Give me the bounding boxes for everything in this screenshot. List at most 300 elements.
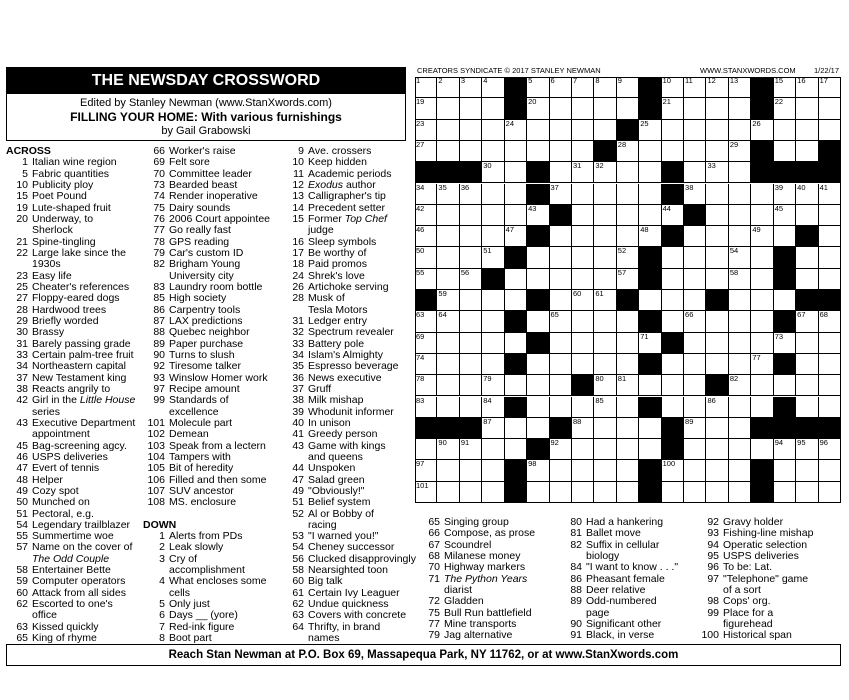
grid-cell[interactable] xyxy=(684,375,706,396)
grid-cell[interactable] xyxy=(796,98,818,119)
grid-cell[interactable] xyxy=(774,290,796,311)
grid-cell[interactable] xyxy=(796,482,818,503)
grid-cell[interactable] xyxy=(684,77,706,98)
grid-cell[interactable] xyxy=(819,205,841,226)
grid-cell[interactable] xyxy=(684,354,706,375)
grid-cell[interactable] xyxy=(572,98,594,119)
grid-cell[interactable] xyxy=(482,375,504,396)
grid-cell[interactable] xyxy=(550,269,572,290)
grid-cell[interactable] xyxy=(662,205,684,226)
grid-cell[interactable] xyxy=(415,247,437,268)
grid-cell[interactable] xyxy=(415,269,437,290)
grid-cell[interactable] xyxy=(505,205,527,226)
grid-cell[interactable] xyxy=(527,311,549,332)
grid-cell[interactable] xyxy=(482,311,504,332)
grid-cell[interactable] xyxy=(639,205,661,226)
grid-cell[interactable] xyxy=(617,375,639,396)
grid-cell[interactable] xyxy=(460,333,482,354)
grid-cell[interactable] xyxy=(751,375,773,396)
grid-cell[interactable] xyxy=(774,375,796,396)
grid-cell[interactable] xyxy=(796,120,818,141)
grid-cell[interactable] xyxy=(527,460,549,481)
grid-cell[interactable] xyxy=(415,333,437,354)
grid-cell[interactable] xyxy=(729,482,751,503)
grid-cell[interactable] xyxy=(572,205,594,226)
grid-cell[interactable] xyxy=(594,247,616,268)
grid-cell[interactable] xyxy=(550,375,572,396)
grid-cell[interactable] xyxy=(572,354,594,375)
grid-cell[interactable] xyxy=(550,247,572,268)
grid-cell[interactable] xyxy=(572,460,594,481)
grid-cell[interactable] xyxy=(729,269,751,290)
grid-cell[interactable] xyxy=(482,439,504,460)
grid-cell[interactable] xyxy=(751,333,773,354)
grid-cell[interactable] xyxy=(729,375,751,396)
grid-cell[interactable] xyxy=(550,333,572,354)
grid-cell[interactable] xyxy=(482,120,504,141)
grid-cell[interactable] xyxy=(684,460,706,481)
grid-cell[interactable] xyxy=(819,226,841,247)
grid-cell[interactable] xyxy=(662,141,684,162)
grid-cell[interactable] xyxy=(639,226,661,247)
grid-cell[interactable] xyxy=(460,269,482,290)
grid-cell[interactable] xyxy=(594,482,616,503)
grid-cell[interactable] xyxy=(751,311,773,332)
grid-cell[interactable] xyxy=(819,375,841,396)
grid-cell[interactable] xyxy=(639,290,661,311)
grid-cell[interactable] xyxy=(594,162,616,183)
grid-cell[interactable] xyxy=(729,98,751,119)
grid-cell[interactable] xyxy=(437,333,459,354)
grid-cell[interactable] xyxy=(819,333,841,354)
grid-cell[interactable] xyxy=(415,77,437,98)
grid-cell[interactable] xyxy=(774,77,796,98)
grid-cell[interactable] xyxy=(684,290,706,311)
grid-cell[interactable] xyxy=(662,482,684,503)
grid-cell[interactable] xyxy=(819,397,841,418)
grid-cell[interactable] xyxy=(819,482,841,503)
grid-cell[interactable] xyxy=(774,98,796,119)
grid-cell[interactable] xyxy=(415,205,437,226)
grid-cell[interactable] xyxy=(751,226,773,247)
grid-cell[interactable] xyxy=(729,311,751,332)
grid-cell[interactable] xyxy=(662,375,684,396)
grid-cell[interactable] xyxy=(617,354,639,375)
grid-cell[interactable] xyxy=(774,205,796,226)
grid-cell[interactable] xyxy=(706,184,728,205)
grid-cell[interactable] xyxy=(684,247,706,268)
grid-cell[interactable] xyxy=(684,226,706,247)
grid-cell[interactable] xyxy=(482,247,504,268)
grid-cell[interactable] xyxy=(729,333,751,354)
grid-cell[interactable] xyxy=(774,184,796,205)
grid-cell[interactable] xyxy=(482,397,504,418)
grid-cell[interactable] xyxy=(796,141,818,162)
grid-cell[interactable] xyxy=(706,247,728,268)
grid-cell[interactable] xyxy=(774,439,796,460)
grid-cell[interactable] xyxy=(505,184,527,205)
grid-cell[interactable] xyxy=(594,98,616,119)
grid-cell[interactable] xyxy=(594,354,616,375)
grid-cell[interactable] xyxy=(437,141,459,162)
grid-cell[interactable] xyxy=(819,247,841,268)
grid-cell[interactable] xyxy=(796,375,818,396)
grid-cell[interactable] xyxy=(706,120,728,141)
grid-cell[interactable] xyxy=(572,247,594,268)
grid-cell[interactable] xyxy=(706,226,728,247)
grid-cell[interactable] xyxy=(796,397,818,418)
grid-cell[interactable] xyxy=(594,184,616,205)
grid-cell[interactable] xyxy=(550,311,572,332)
grid-cell[interactable] xyxy=(706,311,728,332)
grid-cell[interactable] xyxy=(415,98,437,119)
grid-cell[interactable] xyxy=(437,290,459,311)
grid-cell[interactable] xyxy=(482,205,504,226)
grid-cell[interactable] xyxy=(684,397,706,418)
grid-cell[interactable] xyxy=(662,120,684,141)
grid-cell[interactable] xyxy=(684,184,706,205)
grid-cell[interactable] xyxy=(662,247,684,268)
grid-cell[interactable] xyxy=(527,397,549,418)
grid-cell[interactable] xyxy=(505,418,527,439)
grid-cell[interactable] xyxy=(550,141,572,162)
grid-cell[interactable] xyxy=(796,439,818,460)
grid-cell[interactable] xyxy=(662,98,684,119)
grid-cell[interactable] xyxy=(706,77,728,98)
grid-cell[interactable] xyxy=(639,439,661,460)
grid-cell[interactable] xyxy=(594,439,616,460)
grid-cell[interactable] xyxy=(460,141,482,162)
grid-cell[interactable] xyxy=(482,333,504,354)
grid-cell[interactable] xyxy=(594,120,616,141)
grid-cell[interactable] xyxy=(482,418,504,439)
grid-cell[interactable] xyxy=(437,460,459,481)
grid-cell[interactable] xyxy=(617,460,639,481)
grid-cell[interactable] xyxy=(751,205,773,226)
grid-cell[interactable] xyxy=(706,333,728,354)
grid-cell[interactable] xyxy=(796,333,818,354)
grid-cell[interactable] xyxy=(527,247,549,268)
grid-cell[interactable] xyxy=(639,162,661,183)
grid-cell[interactable] xyxy=(639,120,661,141)
grid-cell[interactable] xyxy=(819,184,841,205)
grid-cell[interactable] xyxy=(437,354,459,375)
grid-cell[interactable] xyxy=(460,375,482,396)
grid-cell[interactable] xyxy=(684,120,706,141)
grid-cell[interactable] xyxy=(415,439,437,460)
grid-cell[interactable] xyxy=(460,184,482,205)
grid-cell[interactable] xyxy=(617,482,639,503)
crossword-grid[interactable] xyxy=(415,77,841,503)
grid-cell[interactable] xyxy=(751,439,773,460)
grid-cell[interactable] xyxy=(662,311,684,332)
grid-cell[interactable] xyxy=(505,120,527,141)
grid-cell[interactable] xyxy=(437,226,459,247)
grid-cell[interactable] xyxy=(662,354,684,375)
grid-cell[interactable] xyxy=(774,460,796,481)
grid-cell[interactable] xyxy=(594,418,616,439)
grid-cell[interactable] xyxy=(437,205,459,226)
grid-cell[interactable] xyxy=(729,162,751,183)
grid-cell[interactable] xyxy=(796,205,818,226)
grid-cell[interactable] xyxy=(415,184,437,205)
grid-cell[interactable] xyxy=(550,439,572,460)
grid-cell[interactable] xyxy=(482,141,504,162)
grid-cell[interactable] xyxy=(437,439,459,460)
grid-cell[interactable] xyxy=(706,397,728,418)
grid-cell[interactable] xyxy=(594,290,616,311)
grid-cell[interactable] xyxy=(594,311,616,332)
grid-cell[interactable] xyxy=(796,77,818,98)
grid-cell[interactable] xyxy=(482,162,504,183)
grid-cell[interactable] xyxy=(460,205,482,226)
grid-cell[interactable] xyxy=(662,460,684,481)
grid-cell[interactable] xyxy=(437,98,459,119)
grid-cell[interactable] xyxy=(415,141,437,162)
grid-cell[interactable] xyxy=(572,311,594,332)
grid-cell[interactable] xyxy=(527,418,549,439)
grid-cell[interactable] xyxy=(617,184,639,205)
grid-cell[interactable] xyxy=(550,460,572,481)
grid-cell[interactable] xyxy=(617,77,639,98)
grid-cell[interactable] xyxy=(550,482,572,503)
grid-cell[interactable] xyxy=(617,98,639,119)
grid-cell[interactable] xyxy=(796,184,818,205)
grid-cell[interactable] xyxy=(796,354,818,375)
grid-cell[interactable] xyxy=(617,226,639,247)
grid-cell[interactable] xyxy=(460,77,482,98)
grid-cell[interactable] xyxy=(594,333,616,354)
grid-cell[interactable] xyxy=(751,184,773,205)
grid-cell[interactable] xyxy=(729,141,751,162)
grid-cell[interactable] xyxy=(684,98,706,119)
grid-cell[interactable] xyxy=(594,269,616,290)
grid-cell[interactable] xyxy=(572,269,594,290)
grid-cell[interactable] xyxy=(460,290,482,311)
grid-cell[interactable] xyxy=(706,439,728,460)
grid-cell[interactable] xyxy=(460,397,482,418)
grid-cell[interactable] xyxy=(415,354,437,375)
grid-cell[interactable] xyxy=(415,226,437,247)
grid-cell[interactable] xyxy=(550,184,572,205)
grid-cell[interactable] xyxy=(572,418,594,439)
grid-cell[interactable] xyxy=(460,460,482,481)
grid-cell[interactable] xyxy=(729,184,751,205)
grid-cell[interactable] xyxy=(617,247,639,268)
grid-cell[interactable] xyxy=(460,439,482,460)
grid-cell[interactable] xyxy=(572,162,594,183)
grid-cell[interactable] xyxy=(662,397,684,418)
grid-cell[interactable] xyxy=(437,311,459,332)
grid-cell[interactable] xyxy=(751,397,773,418)
grid-cell[interactable] xyxy=(706,269,728,290)
grid-cell[interactable] xyxy=(437,247,459,268)
grid-cell[interactable] xyxy=(572,77,594,98)
grid-cell[interactable] xyxy=(774,120,796,141)
grid-cell[interactable] xyxy=(729,439,751,460)
grid-cell[interactable] xyxy=(774,226,796,247)
grid-cell[interactable] xyxy=(684,269,706,290)
grid-cell[interactable] xyxy=(617,269,639,290)
grid-cell[interactable] xyxy=(617,311,639,332)
grid-cell[interactable] xyxy=(550,226,572,247)
grid-cell[interactable] xyxy=(706,482,728,503)
grid-cell[interactable] xyxy=(505,226,527,247)
grid-cell[interactable] xyxy=(460,120,482,141)
grid-cell[interactable] xyxy=(819,77,841,98)
grid-cell[interactable] xyxy=(639,333,661,354)
grid-cell[interactable] xyxy=(482,98,504,119)
grid-cell[interactable] xyxy=(572,120,594,141)
grid-cell[interactable] xyxy=(751,354,773,375)
grid-cell[interactable] xyxy=(639,375,661,396)
grid-cell[interactable] xyxy=(550,354,572,375)
grid-cell[interactable] xyxy=(594,397,616,418)
grid-cell[interactable] xyxy=(415,460,437,481)
grid-cell[interactable] xyxy=(437,184,459,205)
grid-cell[interactable] xyxy=(527,482,549,503)
grid-cell[interactable] xyxy=(729,77,751,98)
grid-cell[interactable] xyxy=(819,311,841,332)
grid-cell[interactable] xyxy=(729,354,751,375)
grid-cell[interactable] xyxy=(594,205,616,226)
grid-cell[interactable] xyxy=(639,141,661,162)
grid-cell[interactable] xyxy=(819,460,841,481)
grid-cell[interactable] xyxy=(662,269,684,290)
grid-cell[interactable] xyxy=(572,397,594,418)
grid-cell[interactable] xyxy=(617,141,639,162)
grid-cell[interactable] xyxy=(729,120,751,141)
grid-cell[interactable] xyxy=(662,77,684,98)
grid-cell[interactable] xyxy=(505,141,527,162)
grid-cell[interactable] xyxy=(819,354,841,375)
grid-cell[interactable] xyxy=(617,162,639,183)
grid-cell[interactable] xyxy=(774,333,796,354)
grid-cell[interactable] xyxy=(572,141,594,162)
grid-cell[interactable] xyxy=(505,375,527,396)
grid-cell[interactable] xyxy=(527,375,549,396)
grid-cell[interactable] xyxy=(819,98,841,119)
grid-cell[interactable] xyxy=(796,269,818,290)
grid-cell[interactable] xyxy=(482,77,504,98)
grid-cell[interactable] xyxy=(706,205,728,226)
grid-cell[interactable] xyxy=(482,290,504,311)
grid-cell[interactable] xyxy=(572,184,594,205)
grid-cell[interactable] xyxy=(505,290,527,311)
grid-cell[interactable] xyxy=(684,482,706,503)
grid-cell[interactable] xyxy=(796,247,818,268)
grid-cell[interactable] xyxy=(706,98,728,119)
grid-cell[interactable] xyxy=(550,162,572,183)
grid-cell[interactable] xyxy=(774,141,796,162)
grid-cell[interactable] xyxy=(617,418,639,439)
grid-cell[interactable] xyxy=(617,439,639,460)
grid-cell[interactable] xyxy=(460,311,482,332)
grid-cell[interactable] xyxy=(550,120,572,141)
grid-cell[interactable] xyxy=(460,98,482,119)
grid-cell[interactable] xyxy=(819,439,841,460)
grid-cell[interactable] xyxy=(729,460,751,481)
grid-cell[interactable] xyxy=(819,120,841,141)
grid-cell[interactable] xyxy=(482,482,504,503)
grid-cell[interactable] xyxy=(706,141,728,162)
grid-cell[interactable] xyxy=(594,77,616,98)
grid-cell[interactable] xyxy=(460,354,482,375)
grid-cell[interactable] xyxy=(796,311,818,332)
grid-cell[interactable] xyxy=(819,269,841,290)
grid-cell[interactable] xyxy=(751,120,773,141)
grid-cell[interactable] xyxy=(527,120,549,141)
grid-cell[interactable] xyxy=(751,290,773,311)
grid-cell[interactable] xyxy=(460,482,482,503)
grid-cell[interactable] xyxy=(684,311,706,332)
grid-cell[interactable] xyxy=(437,120,459,141)
grid-cell[interactable] xyxy=(617,333,639,354)
grid-cell[interactable] xyxy=(617,205,639,226)
grid-cell[interactable] xyxy=(527,98,549,119)
grid-cell[interactable] xyxy=(572,226,594,247)
grid-cell[interactable] xyxy=(617,397,639,418)
grid-cell[interactable] xyxy=(639,184,661,205)
grid-cell[interactable] xyxy=(527,205,549,226)
grid-cell[interactable] xyxy=(527,141,549,162)
grid-cell[interactable] xyxy=(437,397,459,418)
grid-cell[interactable] xyxy=(482,226,504,247)
grid-cell[interactable] xyxy=(437,482,459,503)
grid-cell[interactable] xyxy=(415,482,437,503)
grid-cell[interactable] xyxy=(684,141,706,162)
grid-cell[interactable] xyxy=(572,333,594,354)
grid-cell[interactable] xyxy=(550,397,572,418)
grid-cell[interactable] xyxy=(662,290,684,311)
grid-cell[interactable] xyxy=(550,98,572,119)
grid-cell[interactable] xyxy=(729,418,751,439)
grid-cell[interactable] xyxy=(505,439,527,460)
grid-cell[interactable] xyxy=(550,77,572,98)
grid-cell[interactable] xyxy=(684,439,706,460)
grid-cell[interactable] xyxy=(415,375,437,396)
grid-cell[interactable] xyxy=(527,269,549,290)
grid-cell[interactable] xyxy=(751,247,773,268)
grid-cell[interactable] xyxy=(729,290,751,311)
grid-cell[interactable] xyxy=(460,226,482,247)
grid-cell[interactable] xyxy=(460,247,482,268)
grid-cell[interactable] xyxy=(729,397,751,418)
grid-cell[interactable] xyxy=(684,418,706,439)
grid-cell[interactable] xyxy=(415,311,437,332)
grid-cell[interactable] xyxy=(437,375,459,396)
grid-cell[interactable] xyxy=(706,162,728,183)
grid-cell[interactable] xyxy=(437,269,459,290)
grid-cell[interactable] xyxy=(729,247,751,268)
grid-cell[interactable] xyxy=(527,354,549,375)
grid-cell[interactable] xyxy=(505,269,527,290)
grid-cell[interactable] xyxy=(482,354,504,375)
grid-cell[interactable] xyxy=(415,120,437,141)
grid-cell[interactable] xyxy=(684,333,706,354)
grid-cell[interactable] xyxy=(796,460,818,481)
grid-cell[interactable] xyxy=(706,354,728,375)
grid-cell[interactable] xyxy=(572,439,594,460)
grid-cell[interactable] xyxy=(684,162,706,183)
grid-cell[interactable] xyxy=(751,269,773,290)
grid-cell[interactable] xyxy=(505,333,527,354)
grid-cell[interactable] xyxy=(729,226,751,247)
grid-cell[interactable] xyxy=(572,290,594,311)
grid-cell[interactable] xyxy=(706,460,728,481)
grid-cell[interactable] xyxy=(639,418,661,439)
grid-cell[interactable] xyxy=(482,460,504,481)
